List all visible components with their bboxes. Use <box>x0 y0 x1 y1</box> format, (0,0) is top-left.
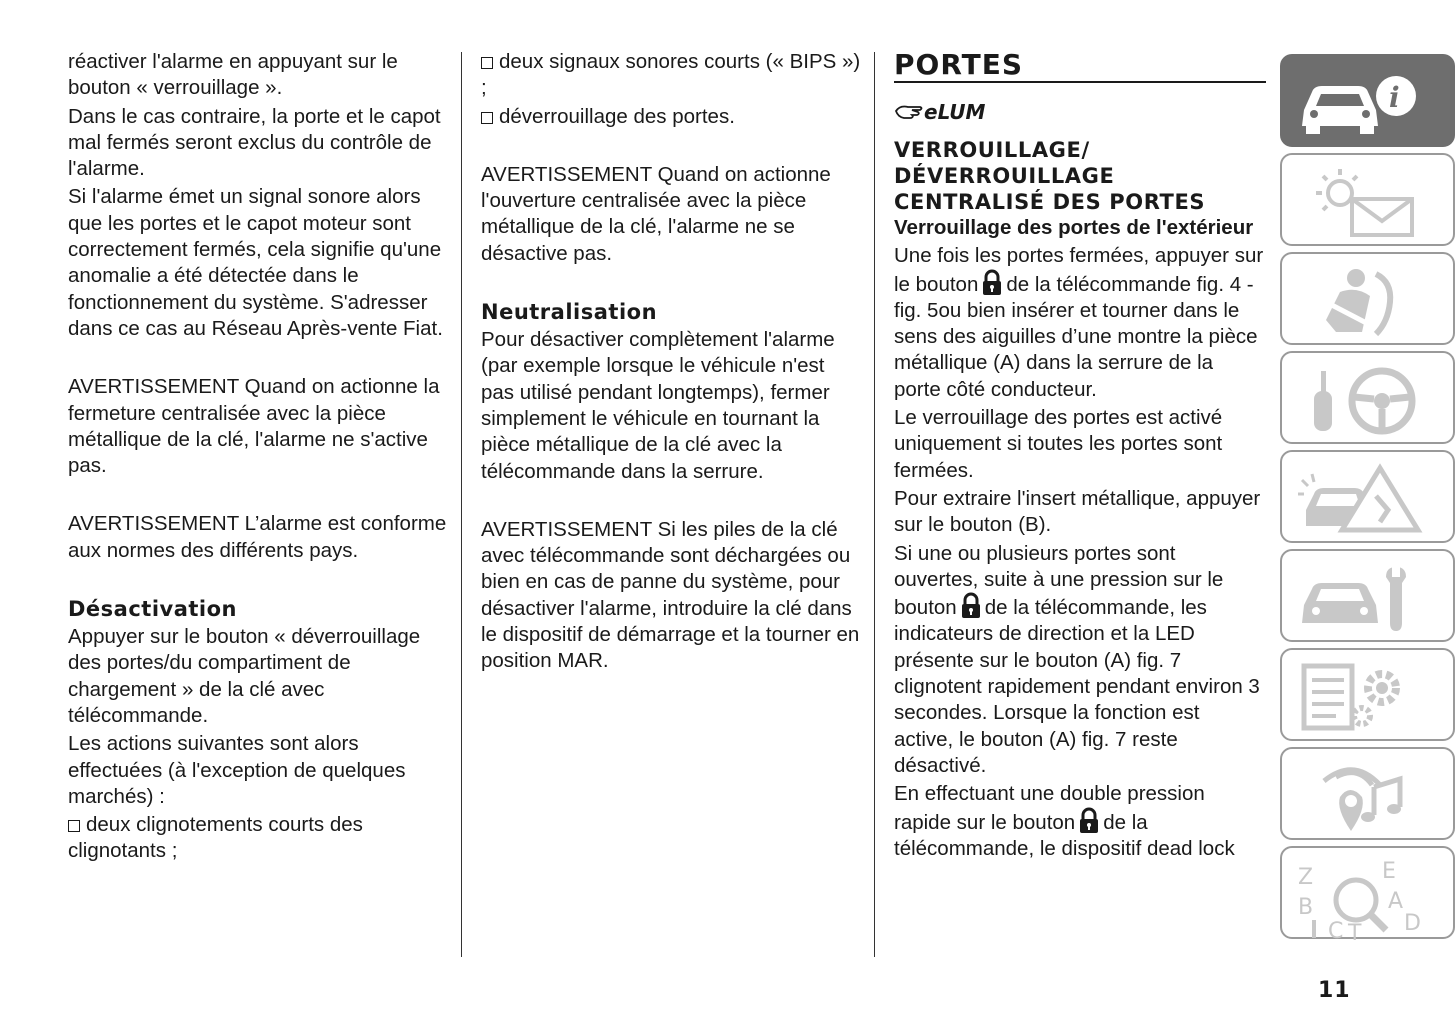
tab-technical-data[interactable] <box>1280 648 1455 741</box>
svg-text:D: D <box>1404 911 1421 936</box>
paragraph: réactiver l'alarme en appuyant sur le bouton « verrouillage ». <box>68 50 398 100</box>
tab-emergency[interactable] <box>1280 450 1455 543</box>
svg-text:i: i <box>1389 81 1400 114</box>
index-icon <box>1296 856 1426 946</box>
bullet-item: deux clignotements courts des clignotants ; <box>68 813 363 863</box>
column-right <box>894 49 1264 864</box>
column-left <box>68 49 448 867</box>
brand-text: eLUM <box>924 100 986 124</box>
paragraph: Une fois les portes fermées, appuyer sur le bouton de la télécommande fig. 4 - fig. 5ou bien insérer et tourner dans le sens des aiguilles d’une montre la pièce métallique (A) dans la serrure de la porte côté conducteur. <box>894 244 1264 401</box>
svg-text:B: B <box>1298 895 1314 920</box>
tab-maintenance[interactable] <box>1280 549 1455 642</box>
page-title: PORTES <box>894 49 1266 83</box>
checkbox-bullet-icon <box>68 820 80 832</box>
paragraph: Les actions suivantes sont alors effectuées (à l'exception de quelques marchés) : <box>68 732 406 808</box>
checkbox-bullet-icon <box>481 112 493 124</box>
paragraph: Si l'alarme émet un signal sonore alors que les portes et le capot moteur sont correctement fermés, cela signifie qu'une anomalie a été détectée dans le fonctionnement du système. S'adresser dans ce cas au Réseau Après-vente Fiat. <box>68 185 443 340</box>
tab-warning-lights[interactable] <box>1280 153 1455 246</box>
lock-icon <box>960 593 982 619</box>
hand-pointer-icon <box>894 95 986 124</box>
warning-text: AVERTISSEMENT Si les piles de la clé avec télécommande sont déchargées ou bien en cas de panne du système, pour désactiver l'alarme, introduire la clé dans le dispositif de démarrage et la tourner en position MAR. <box>481 517 860 673</box>
tab-index[interactable] <box>1280 846 1455 946</box>
bullet-item: deux signaux sonores courts (« BIPS ») ; <box>481 50 861 100</box>
paragraph: Si une ou plusieurs portes sont ouvertes, suite à une pression sur le bouton de la télécommande, les indicateurs de direction et la LED présente sur le bouton (A) fig. 7 clignotent rapidement pendant environ 3 secondes. Lorsque la fonction est active, le bouton (A) fig. 7 reste désactivé. <box>894 541 1260 777</box>
tab-seat-safety[interactable] <box>1280 252 1455 345</box>
technical-data-icon <box>1296 658 1426 734</box>
section-title: VERROUILLAGE/ DÉVERROUILLAGE CENTRALISÉ DES PORTES <box>894 138 1206 214</box>
page-number: 11 <box>1318 978 1351 1003</box>
paragraph: Pour désactiver complètement l'alarme (par exemple lorsque le véhicule n'est pas utilisé pendant longtemps), fermer simplement le véhicule en tournant la pièce métallique de la clé avec la télécommande dans la serrure. <box>481 328 835 483</box>
paragraph: Dans le cas contraire, la porte et le capot mal fermés seront exclus du contrôle de l'alarme. <box>68 104 441 181</box>
warning-lights-icon <box>1296 163 1426 239</box>
warning-text: AVERTISSEMENT L’alarme est conforme aux normes des différents pays. <box>68 512 447 562</box>
svg-text:E: E <box>1382 859 1396 884</box>
lock-icon <box>1078 808 1100 834</box>
column-middle <box>481 49 861 677</box>
paragraph: Le verrouillage des portes est activé uniquement si toutes les portes sont fermées. <box>894 406 1223 482</box>
seat-safety-icon <box>1296 262 1426 338</box>
svg-text:A: A <box>1388 889 1404 914</box>
key-steering-icon <box>1296 361 1426 437</box>
tab-key-steering[interactable] <box>1280 351 1455 444</box>
svg-text:C: C <box>1328 919 1344 944</box>
column-divider <box>461 52 462 957</box>
svg-text:T: T <box>1348 921 1362 946</box>
lock-icon <box>981 270 1003 296</box>
emergency-icon <box>1296 460 1426 536</box>
tab-multimedia[interactable] <box>1280 747 1455 840</box>
multimedia-icon <box>1296 757 1426 833</box>
column-divider <box>874 52 875 957</box>
heading-desactivation: Désactivation <box>68 597 238 622</box>
paragraph: Pour extraire l'insert métallique, appuyer sur le bouton (B). <box>894 486 1261 537</box>
tab-car-info[interactable] <box>1280 54 1455 147</box>
svg-text:Z: Z <box>1298 865 1314 890</box>
subsection-title: Verrouillage des portes de l'extérieur <box>894 216 1254 239</box>
brand-mark <box>894 95 1264 125</box>
heading-neutralisation: Neutralisation <box>481 300 658 325</box>
maintenance-icon <box>1296 559 1426 635</box>
car-info-icon <box>1296 64 1426 140</box>
warning-text: AVERTISSEMENT Quand on actionne l'ouverture centralisée avec la pièce métallique de la clé, l'alarme ne se désactive pas. <box>481 162 831 265</box>
bullet-item: déverrouillage des portes. <box>481 104 861 130</box>
warning-text: AVERTISSEMENT Quand on actionne la fermeture centralisée avec la pièce métallique de la clé, l'alarme ne s'active pas. <box>68 375 440 478</box>
paragraph: En effectuant une double pression rapide sur le bouton de la télécommande, le dispositif dead lock <box>894 782 1235 860</box>
paragraph: Appuyer sur le bouton « déverrouillage des portes/du compartiment de chargement » de la clé avec télécommande. <box>68 625 421 727</box>
checkbox-bullet-icon <box>481 57 493 69</box>
